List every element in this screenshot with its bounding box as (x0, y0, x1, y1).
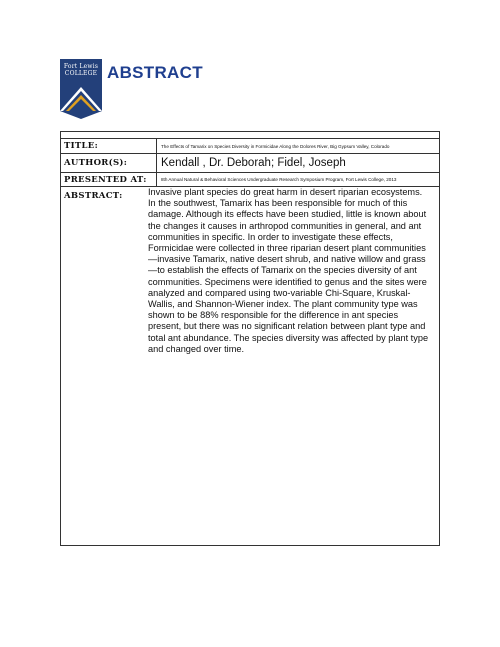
page-heading: ABSTRACT (107, 63, 203, 82)
logo-blue-chevron (63, 91, 99, 111)
abstract-label: ABSTRACT: (64, 191, 123, 201)
logo-line-1: Fort Lewis (63, 63, 99, 70)
presented-row (61, 173, 439, 187)
title-value: The Effects of Tamarix on Species Diversity in Formicidae Along the Dolores River, Big Gypsum Valley, Colorado (161, 143, 390, 149)
logo-line-2: COLLEGE (64, 70, 98, 77)
abstract-form (60, 131, 440, 546)
author-label: AUTHOR(S): (61, 154, 157, 172)
college-logo (60, 59, 102, 119)
author-row (61, 154, 439, 173)
author-value: Kendall , Dr. Deborah; Fidel, Joseph (161, 157, 346, 169)
title-row (61, 138, 439, 154)
presented-value: 8th Annual Natural & Behavioral Sciences Undergraduate Research Symposium Program, Fort Lewis College, 2013 (161, 177, 397, 182)
logo-point (60, 111, 102, 119)
title-label: TITLE: (61, 139, 157, 153)
presented-label: PRESENTED AT: (61, 173, 157, 186)
abstract-text: Invasive plant species do great harm in desert riparian ecosystems. In the southwest, Tamarix has been responsible for much of this damage. Although its effects have been studied, little is known about the changes it causes in arthropod communities in general, and ant communities in specific. In order to investigate these effects, Formicidae were collected in three riparian desert plant communities—invasive Tamarix, native desert shrub, and native willow and grass—to establish the effects of Tamarix on the species diversity of ant communities. Specimens were identified to genus and the sites were analyzed and compared using two-variable Chi-Square, Kruskal-Wallis, and Shannon-Wiener index. The plant community type was shown to be 88% responsible for the difference in ant species present, but there was no significant relation between plant type and total ant abundance. The species diversity was affected by plant type and changed over time. (148, 187, 429, 354)
